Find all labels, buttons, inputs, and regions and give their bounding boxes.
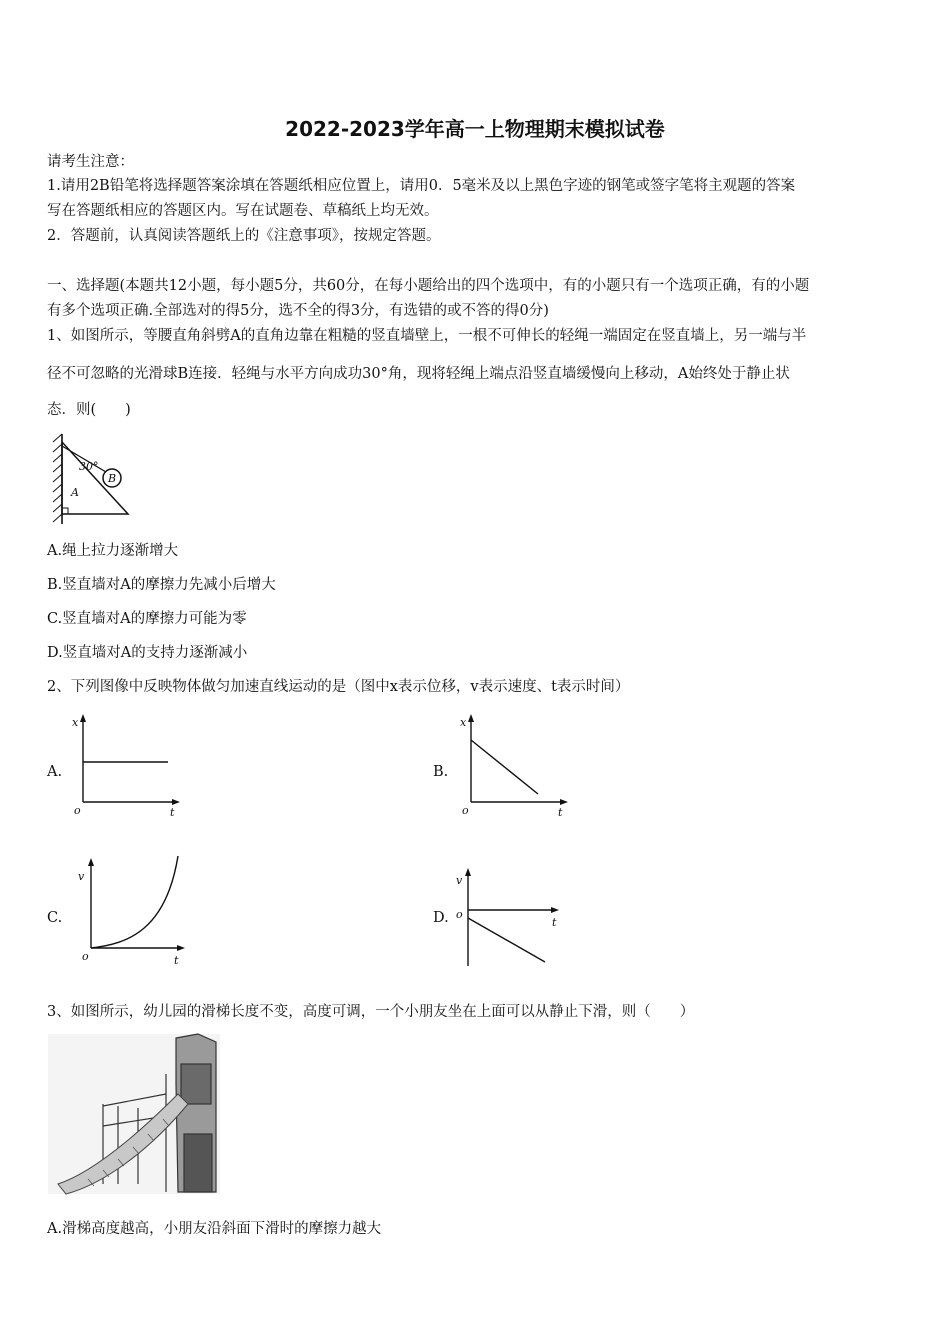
q2-graph-b <box>458 712 573 822</box>
q2-d-y-label: v <box>456 874 463 887</box>
q2-a-x-label: t <box>170 806 175 819</box>
q2-c-y-label: v <box>78 870 85 883</box>
q2-d-origin: o <box>456 908 463 921</box>
q3-stem: 3、如图所示，幼儿园的滑梯长度不变，高度可调，一个小朋友坐在上面可以从静止下滑，则（ ） <box>47 1004 695 1020</box>
q2-option-b-label: B. <box>433 764 449 780</box>
q3-option-a: A.滑梯高度越高，小朋友沿斜面下滑时的摩擦力越大 <box>47 1221 382 1237</box>
q1-option-a: A.绳上拉力逐渐增大 <box>47 543 179 559</box>
section-heading-line-1: 一、选择题(本题共12小题，每小题5分，共60分，在每小题给出的四个选项中，有的小题只有一个选项正确，有的小题 <box>47 278 810 294</box>
q2-d-x-label: t <box>552 916 557 929</box>
q2-b-y-label: x <box>460 716 467 729</box>
q2-graph-c <box>78 852 193 967</box>
q1-wedge-figure <box>44 430 144 530</box>
section-heading-line-2: 有多个选项正确.全部选对的得5分，选不全的得3分，有选错的或不答的得0分) <box>47 303 549 319</box>
notice-line-1a: 1.请用2B铅笔将选择题答案涂填在答题纸相应位置上，请用0．5毫米及以上黑色字迹的钢笔或签字笔将主观题的答案 <box>47 178 796 194</box>
q2-graph-a <box>70 712 185 822</box>
q2-graph-d <box>452 862 572 972</box>
q2-option-c-label: C. <box>47 910 63 926</box>
q2-a-y-label: x <box>72 716 79 729</box>
q2-option-a-label: A. <box>47 764 63 780</box>
q1-wedge-label: A <box>71 486 79 499</box>
q2-a-origin: o <box>74 804 81 817</box>
q1-option-c: C.竖直墙对A的摩擦力可能为零 <box>47 611 247 627</box>
q2-c-origin: o <box>82 950 89 963</box>
q1-stem-line-3: 态．则( ) <box>47 402 131 418</box>
q1-angle-label: 30° <box>79 460 99 473</box>
q2-option-d-label: D. <box>433 910 449 926</box>
q1-option-b: B.竖直墙对A的摩擦力先减小后增大 <box>47 577 276 593</box>
q1-option-d: D.竖直墙对A的支持力逐渐减小 <box>47 645 248 661</box>
q2-c-x-label: t <box>174 954 179 967</box>
q2-b-x-label: t <box>558 806 563 819</box>
q1-ball-label: B <box>108 472 117 485</box>
q1-stem-line-1: 1、如图所示，等腰直角斜劈A的直角边靠在粗糙的竖直墙壁上，一根不可伸长的轻绳一端固定在竖直墙上，另一端与半 <box>47 328 807 344</box>
notice-heading: 请考生注意： <box>47 154 134 170</box>
notice-line-1b: 写在答题纸相应的答题区内。写在试题卷、草稿纸上均无效。 <box>47 203 439 219</box>
notice-line-2: 2．答题前，认真阅读答题纸上的《注意事项》，按规定答题。 <box>47 228 441 244</box>
q3-slide-photo <box>48 1034 220 1194</box>
q2-stem: 2、下列图像中反映物体做匀加速直线运动的是（图中x表示位移，v表示速度、t表示时间） <box>47 679 630 695</box>
page-title: 2022-2023学年高一上物理期末模拟试卷 <box>285 117 665 141</box>
q2-b-origin: o <box>462 804 469 817</box>
q1-stem-line-2: 径不可忽略的光滑球B连接．轻绳与水平方向成功30°角，现将轻绳上端点沿竖直墙缓慢向上移动，A始终处于静止状 <box>47 366 790 382</box>
